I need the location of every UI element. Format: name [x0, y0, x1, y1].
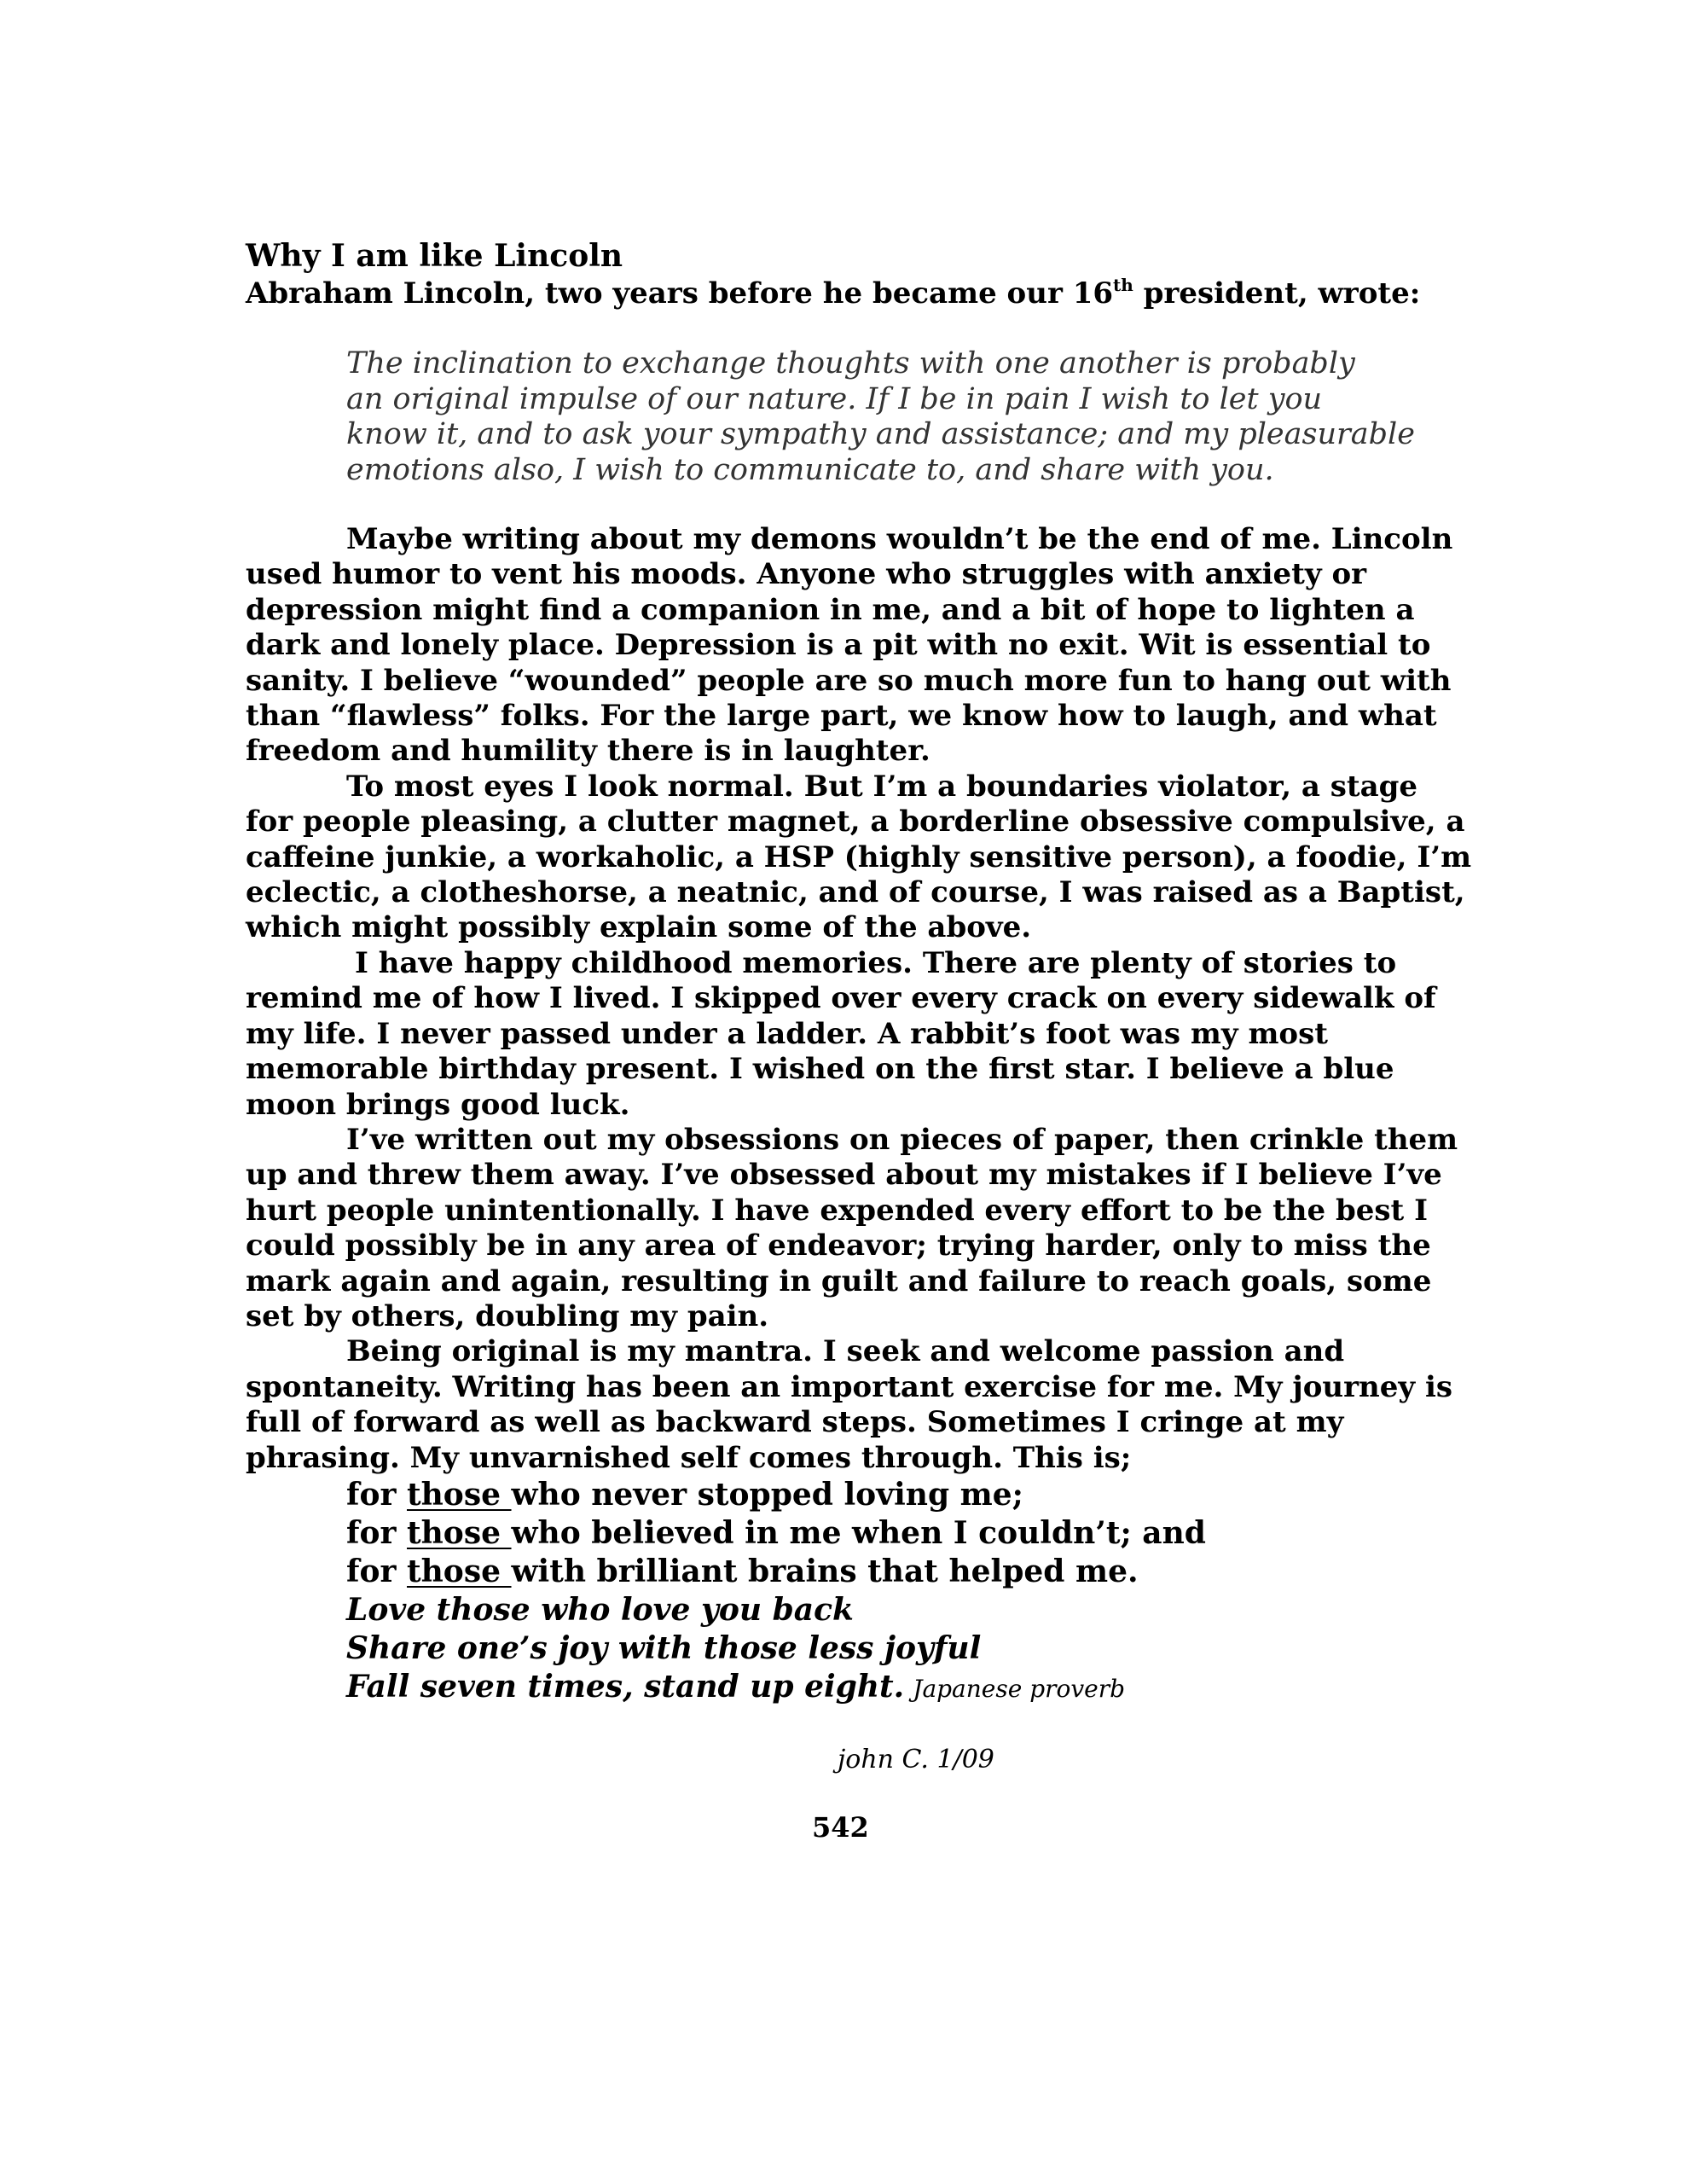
body-line: hurt people unintentionally. I have expended every effort to be the best I [246, 1193, 1428, 1228]
body-line: I have happy childhood memories. There are plenty of stories to [355, 945, 1397, 980]
dedication-prefix: for [346, 1554, 407, 1589]
dedication-text: who never stopped loving me; [511, 1477, 1023, 1513]
quote-line: emotions also, I wish to communicate to, and share with you. [346, 452, 1274, 487]
body-line: which might possibly explain some of the above. [246, 910, 1032, 945]
proverb-line: Share one’s joy with those less joyful [346, 1630, 982, 1666]
dedication [346, 1476, 1206, 1708]
body-line: mark again and again, resulting in guilt and failure to reach goals, some [246, 1263, 1432, 1298]
body-line: eclectic, a clotheshorse, a neatnic, and of course, I was raised as a Baptist, [246, 875, 1465, 910]
body-line: freedom and humility there is in laughter. [246, 734, 930, 769]
body-line: depression might find a companion in me, and a bit of hope to lighten a [246, 592, 1415, 627]
body-line: could possibly be in any area of endeavor; trying harder, only to miss the [246, 1228, 1431, 1263]
underlined-word: those [407, 1515, 512, 1551]
ordinal-suffix: th [1113, 275, 1133, 295]
proverb-line [346, 1668, 1206, 1708]
body-line: caffeine junkie, a workaholic, a HSP (highly sensitive person), a foodie, I’m [246, 839, 1472, 874]
dedication-text: who believed in me when I couldn’t; and [511, 1515, 1206, 1551]
proverb-source: Japanese proverb [913, 1675, 1126, 1703]
quote-line: an original impulse of our nature. If I be in pain I wish to let you [346, 381, 1323, 416]
subtitle [246, 275, 1420, 312]
body-line: my life. I never passed under a ladder. A rabbit’s foot was my most [246, 1016, 1328, 1051]
body-line: I’ve written out my obsessions on pieces of paper, then crinkle them [346, 1122, 1458, 1157]
page-number: 542 [812, 1811, 869, 1844]
dedication-prefix: for [346, 1477, 407, 1513]
body-line: for people pleasing, a clutter magnet, a borderline obsessive compulsive, a [246, 804, 1465, 839]
subtitle-text: Abraham Lincoln, two years before he became our 16 [246, 276, 1114, 311]
lincoln-quote [346, 346, 1455, 488]
body-line: full of forward as well as backward steps. Sometimes I cringe at my [246, 1405, 1344, 1440]
underlined-word: those [407, 1477, 512, 1513]
body-line: To most eyes I look normal. But I’m a boundaries violator, a stage [346, 769, 1418, 804]
body-line: memorable birthday present. I wished on the first star. I believe a blue [246, 1052, 1394, 1087]
page-title: Why I am like Lincoln [246, 238, 623, 274]
quote-line: know it, and to ask your sympathy and assistance; and my pleasurable [346, 417, 1415, 451]
body-line: sanity. I believe “wounded” people are so much more fun to hang out with [246, 663, 1452, 698]
dedication-line [346, 1514, 1206, 1553]
subtitle-text-end: president, wrote: [1133, 276, 1421, 311]
dedication-line [346, 1553, 1206, 1591]
body-line: moon brings good luck. [246, 1087, 630, 1122]
body-text [246, 522, 1472, 1476]
signature: john C. 1/09 [838, 1745, 994, 1774]
quote-line: The inclination to exchange thoughts with one another is probably [346, 346, 1355, 380]
dedication-line [346, 1476, 1206, 1514]
body-line: set by others, doubling my pain. [246, 1298, 769, 1333]
body-line: remind me of how I lived. I skipped over every crack on every sidewalk of [246, 981, 1436, 1016]
dedication-prefix: for [346, 1515, 407, 1551]
underlined-word: those [407, 1554, 512, 1589]
body-line: than “flawless” folks. For the large part, we know how to laugh, and what [246, 699, 1437, 734]
proverb-text: Fall seven times, stand up eight. [346, 1669, 905, 1705]
proverb-line: Love those who love you back [346, 1592, 854, 1628]
body-line: used humor to vent his moods. Anyone who struggles with anxiety or [246, 557, 1367, 592]
body-line: phrasing. My unvarnished self comes through. This is; [246, 1440, 1132, 1475]
body-line: Being original is my mantra. I seek and welcome passion and [346, 1334, 1345, 1369]
dedication-text: with brilliant brains that helped me. [511, 1554, 1139, 1589]
body-line: spontaneity. Writing has been an important exercise for me. My journey is [246, 1369, 1453, 1404]
body-line: Maybe writing about my demons wouldn’t be the end of me. Lincoln [346, 522, 1453, 556]
body-line: dark and lonely place. Depression is a pit with no exit. Wit is essential to [246, 628, 1431, 663]
body-line: up and threw them away. I’ve obsessed about my mistakes if I believe I’ve [246, 1158, 1442, 1193]
